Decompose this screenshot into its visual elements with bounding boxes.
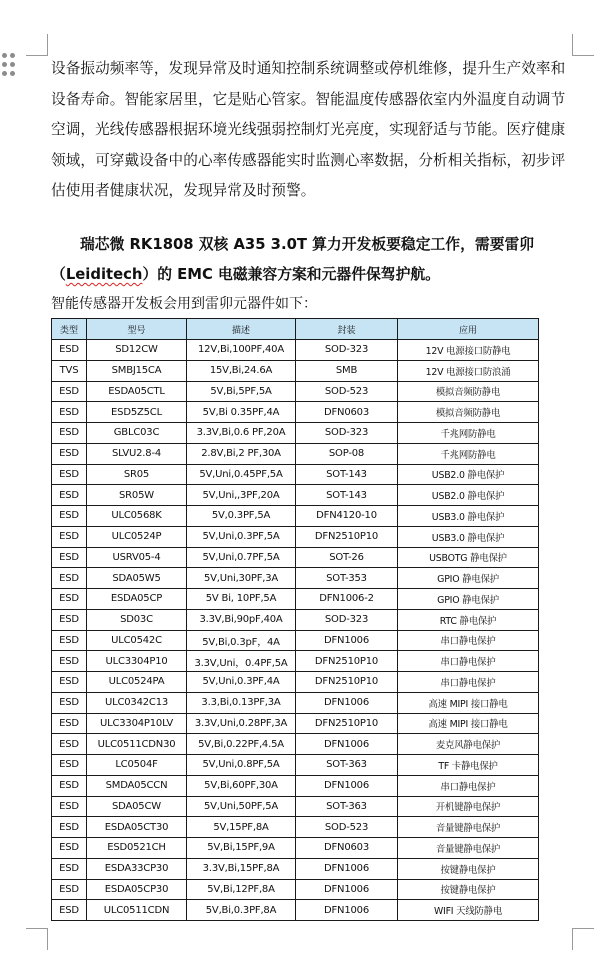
cell-package: SMB (296, 360, 398, 381)
cell-application: 12V 电源接口防浪涌 (398, 360, 539, 381)
cell-description: 5V,Bi,0.3PF,8A (187, 900, 296, 921)
table-row (52, 900, 539, 921)
table-row (52, 817, 539, 838)
cell-package: DFN0603 (296, 402, 398, 423)
table-row (52, 526, 539, 547)
cell-application: USB3.0 静电保护 (398, 526, 539, 547)
cell-package: DFN1006 (296, 858, 398, 879)
heading-line-2 (51, 263, 576, 284)
cell-description: 5V Bi, 10PF,5A (187, 589, 296, 610)
cell-application: 音量键静电保护 (398, 838, 539, 859)
cell-package: DFN0603 (296, 838, 398, 859)
cell-description: 5V,Bi,15PF,9A (187, 838, 296, 859)
cell-type: ESD (52, 589, 87, 610)
table-row (52, 796, 539, 817)
cell-application: GPIO 静电保护 (398, 568, 539, 589)
cell-description: 5V,Uni,30PF,3A (187, 568, 296, 589)
table-row (52, 858, 539, 879)
cell-package: DFN2510P10 (296, 672, 398, 693)
cell-application: 模拟音频防静电 (398, 381, 539, 402)
cell-type: ESD (52, 817, 87, 838)
cell-application: USBOTG 静电保护 (398, 547, 539, 568)
cell-application: USB2.0 静电保护 (398, 485, 539, 506)
cell-package: DFN1006 (296, 734, 398, 755)
cell-description: 5V,Bi,0.3pF，4A (187, 630, 296, 651)
cell-type: ESD (52, 340, 87, 361)
heading-suffix: ）的 EMC 电磁兼容方案和元器件保驾护航。 (142, 266, 440, 283)
cell-package: DFN1006 (296, 900, 398, 921)
table-row (52, 340, 539, 361)
cell-type: ESD (52, 651, 87, 672)
cell-description: 5V,Bi,0.22PF,4.5A (187, 734, 296, 755)
cell-model: ESD5Z5CL (87, 402, 187, 423)
header-model: 型号 (87, 319, 187, 340)
header-application: 应用 (398, 319, 539, 340)
table-row (52, 381, 539, 402)
paragraph-line: 空调，光线传感器根据环境光线强弱控制灯光亮度，实现舒适与节能。医疗健康 (51, 121, 566, 138)
cell-description: 5V,0.3PF,5A (187, 506, 296, 527)
table-row (52, 734, 539, 755)
cell-type: ESD (52, 900, 87, 921)
cell-type: ESD (52, 692, 87, 713)
header-description: 描述 (187, 319, 296, 340)
cell-description: 5V,Bi,5PF,5A (187, 381, 296, 402)
cell-description: 12V,Bi,100PF,40A (187, 340, 296, 361)
cell-application: USB2.0 静电保护 (398, 464, 539, 485)
heading-prefix: （ (51, 266, 66, 283)
table-row (52, 775, 539, 796)
cell-model: SLVU2.8-4 (87, 443, 187, 464)
cell-type: ESD (52, 526, 87, 547)
cell-description: 3.3V,Bi,0.6 PF,20A (187, 423, 296, 444)
cell-description: 3.3V,Bi,15PF,8A (187, 858, 296, 879)
cell-type: ESD (52, 755, 87, 776)
cell-type: ESD (52, 713, 87, 734)
cell-description: 5V,Uni,0.3PF,5A (187, 526, 296, 547)
cell-package: DFN1006 (296, 879, 398, 900)
cell-package: DFN1006 (296, 630, 398, 651)
cell-description: 5V,Bi 0.35PF,4A (187, 402, 296, 423)
cell-type: TVS (52, 360, 87, 381)
cell-application: 串口静电保护 (398, 651, 539, 672)
table-row (52, 755, 539, 776)
table-row (52, 692, 539, 713)
cell-package: SOT-363 (296, 796, 398, 817)
page-corner-mark-top-right (572, 34, 594, 56)
body-paragraph (51, 54, 576, 207)
cell-application: 按键静电保护 (398, 879, 539, 900)
cell-application: 串口静电保护 (398, 775, 539, 796)
cell-model: SMBJ15CA (87, 360, 187, 381)
cell-model: SD03C (87, 609, 187, 630)
cell-type: ESD (52, 734, 87, 755)
cell-type: ESD (52, 775, 87, 796)
cell-description: 5V,Uni,0.7PF,5A (187, 547, 296, 568)
cell-type: ESD (52, 506, 87, 527)
header-package: 封装 (296, 319, 398, 340)
cell-application: 音量键静电保护 (398, 817, 539, 838)
cell-model: SMDA05CCN (87, 775, 187, 796)
cell-package: SOT-353 (296, 568, 398, 589)
cell-application: 12V 电源接口防静电 (398, 340, 539, 361)
table-intro: 智能传感器开发板会用到雷卯元器件如下： (51, 296, 317, 312)
cell-package: SOD-323 (296, 340, 398, 361)
cell-model: ULC0568K (87, 506, 187, 527)
cell-type: ESD (52, 423, 87, 444)
cell-model: ULC0342C13 (87, 692, 187, 713)
table-header-row (52, 319, 539, 340)
cell-model: ESD0521CH (87, 838, 187, 859)
cell-model: ULC3304P10 (87, 651, 187, 672)
cell-model: ESDA33CP30 (87, 858, 187, 879)
cell-type: ESD (52, 838, 87, 859)
cell-type: ESD (52, 858, 87, 879)
table-row (52, 630, 539, 651)
cell-model: SR05W (87, 485, 187, 506)
cell-application: WIFI 天线防静电 (398, 900, 539, 921)
table-row (52, 838, 539, 859)
cell-application: 按键静电保护 (398, 858, 539, 879)
brand-name-spellcheck: Leiditech (65, 266, 143, 283)
cell-package: DFN2510P10 (296, 651, 398, 672)
cell-application: 模拟音频防静电 (398, 402, 539, 423)
table-row (52, 713, 539, 734)
cell-package: DFN1006 (296, 775, 398, 796)
cell-description: 5V,15PF,8A (187, 817, 296, 838)
cell-model: ULC0542C (87, 630, 187, 651)
cell-package: SOD-323 (296, 423, 398, 444)
cell-application: GPIO 静电保护 (398, 589, 539, 610)
table-row (52, 651, 539, 672)
paragraph-line: 估使用者健康状况，发现异常及时预警。 (51, 182, 316, 199)
table-row (52, 609, 539, 630)
cell-description: 5V,Uni,0.3PF,4A (187, 672, 296, 693)
paragraph-line: 设备寿命。智能家居里，它是贴心管家。智能温度传感器依室内外温度自动调节 (51, 90, 566, 108)
table-row (52, 506, 539, 527)
cell-description: 5V,Bi,12PF,8A (187, 879, 296, 900)
cell-model: LC0504F (87, 755, 187, 776)
table-row (52, 360, 539, 381)
cell-type: ESD (52, 443, 87, 464)
cell-model: ESDA05CP30 (87, 879, 187, 900)
cell-package: SOD-523 (296, 817, 398, 838)
cell-application: 千兆网防静电 (398, 443, 539, 464)
table-row (52, 423, 539, 444)
cell-type: ESD (52, 568, 87, 589)
page-corner-mark-top-left (26, 34, 48, 56)
cell-package: SOD-523 (296, 381, 398, 402)
cell-model: SDA05W5 (87, 568, 187, 589)
cell-model: SR05 (87, 464, 187, 485)
cell-model: SDA05CW (87, 796, 187, 817)
cell-description: 3.3V,Uni,0.28PF,3A (187, 713, 296, 734)
table-row (52, 672, 539, 693)
cell-type: ESD (52, 879, 87, 900)
cell-package: DFN4120-10 (296, 506, 398, 527)
cell-type: ESD (52, 547, 87, 568)
cell-package: SOD-323 (296, 609, 398, 630)
cell-model: USRV05-4 (87, 547, 187, 568)
cell-model: ESDA05CP (87, 589, 187, 610)
cell-description: 5V,Bi,60PF,30A (187, 775, 296, 796)
cell-model: ULC0511CDN (87, 900, 187, 921)
cell-model: GBLC03C (87, 423, 187, 444)
cell-description: 5V,Uni,,3PF,20A (187, 485, 296, 506)
table-row (52, 485, 539, 506)
page-corner-mark-bottom-right (572, 928, 594, 950)
table-row (52, 402, 539, 423)
cell-application: USB3.0 静电保护 (398, 506, 539, 527)
cell-type: ESD (52, 630, 87, 651)
cell-type: ESD (52, 796, 87, 817)
table-row (52, 464, 539, 485)
cell-package: SOT-363 (296, 755, 398, 776)
cell-description: 3.3,Bi,0.13PF,3A (187, 692, 296, 713)
table-row (52, 879, 539, 900)
cell-application: 高速 MIPI 接口静电 (398, 692, 539, 713)
heading-line-1: 瑞芯微 RK1808 双核 A35 3.0T 算力开发板要稳定工作，需要雷卯 (80, 236, 535, 253)
table-row (52, 589, 539, 610)
cell-application: 千兆网防静电 (398, 423, 539, 444)
cell-package: SOT-143 (296, 464, 398, 485)
cell-model: SD12CW (87, 340, 187, 361)
cell-model: ULC3304P10LV (87, 713, 187, 734)
cell-application: RTC 静电保护 (398, 609, 539, 630)
cell-package: DFN2510P10 (296, 526, 398, 547)
cell-description: 15V,Bi,24.6A (187, 360, 296, 381)
cell-model: ESDA05CTL (87, 381, 187, 402)
cell-application: 高速 MIPI 接口静电 (398, 713, 539, 734)
cell-application: 开机键静电保护 (398, 796, 539, 817)
page-corner-mark-bottom-left (26, 928, 48, 950)
cell-type: ESD (52, 381, 87, 402)
cell-type: ESD (52, 402, 87, 423)
drag-grip-icon[interactable] (2, 53, 16, 77)
cell-application: 麦克风静电保护 (398, 734, 539, 755)
cell-package: SOT-143 (296, 485, 398, 506)
paragraph-line: 领域，可穿戴设备中的心率传感器能实时监测心率数据，分析相关指标，初步评 (51, 151, 566, 169)
cell-type: ESD (52, 464, 87, 485)
cell-description: 5V,Uni,0.45PF,5A (187, 464, 296, 485)
cell-model: ESDA05CT30 (87, 817, 187, 838)
cell-application: 串口静电保护 (398, 630, 539, 651)
table-row (52, 568, 539, 589)
cell-application: 串口静电保护 (398, 672, 539, 693)
cell-application: TF 卡静电保护 (398, 755, 539, 776)
cell-description: 3.3V,Bi,90pF,40A (187, 609, 296, 630)
cell-description: 5V,Uni,50PF,5A (187, 796, 296, 817)
cell-package: SOT-26 (296, 547, 398, 568)
cell-package: DFN1006-2 (296, 589, 398, 610)
cell-package: DFN1006 (296, 692, 398, 713)
cell-package: DFN2510P10 (296, 713, 398, 734)
table-row (52, 547, 539, 568)
cell-model: ULC0524P (87, 526, 187, 547)
header-type: 类型 (52, 319, 87, 340)
cell-model: ULC0524PA (87, 672, 187, 693)
cell-type: ESD (52, 485, 87, 506)
cell-description: 2.8V,Bi,2 PF,30A (187, 443, 296, 464)
cell-description: 3.3V,Uni，0.4PF,5A (187, 651, 296, 672)
cell-type: ESD (52, 609, 87, 630)
cell-model: ULC0511CDN30 (87, 734, 187, 755)
component-table (51, 318, 539, 921)
cell-type: ESD (52, 672, 87, 693)
table-row (52, 443, 539, 464)
cell-description: 5V,Uni,0.8PF,5A (187, 755, 296, 776)
cell-package: SOP-08 (296, 443, 398, 464)
paragraph-line: 设备振动频率等，发现异常及时通知控制系统调整或停机维修，提升生产效率和 (51, 60, 566, 77)
